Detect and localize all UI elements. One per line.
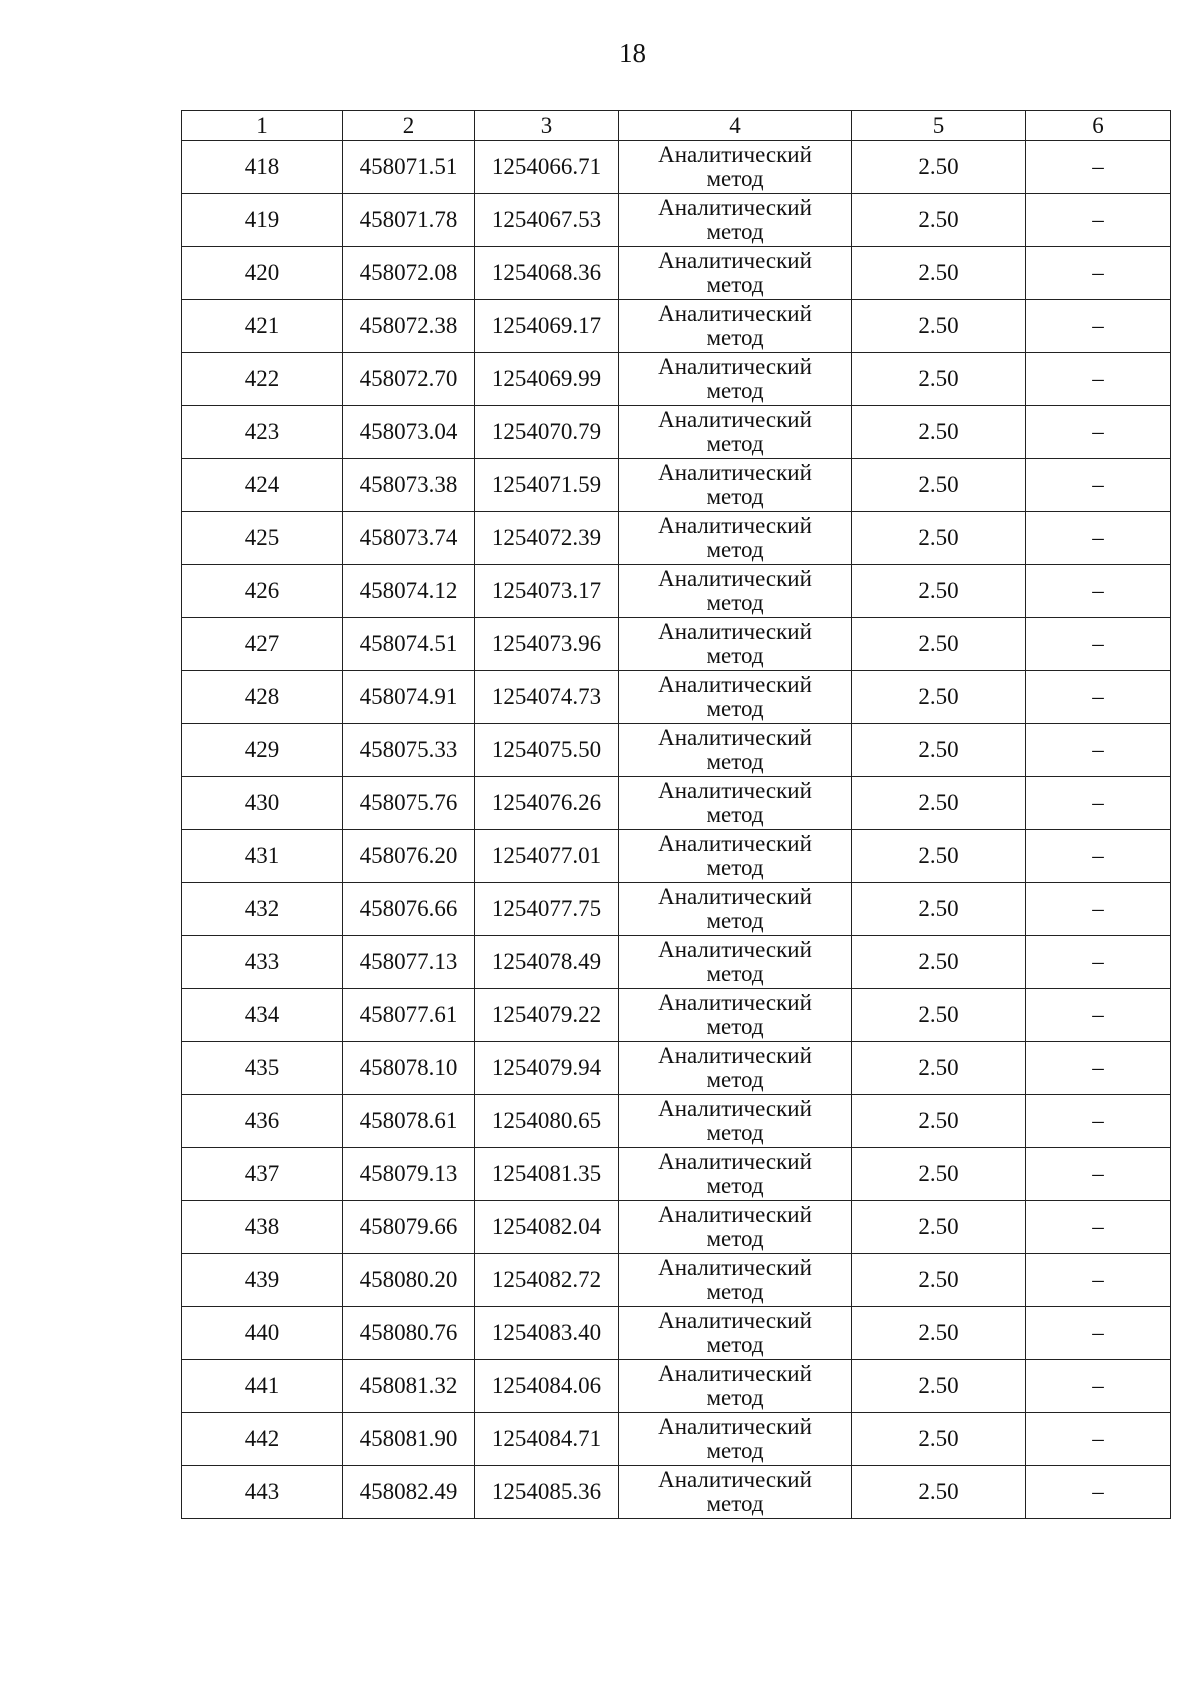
note-cell: – xyxy=(1026,671,1171,724)
table-row xyxy=(182,194,1171,247)
note-cell: – xyxy=(1026,1042,1171,1095)
table-row xyxy=(182,565,1171,618)
point-number-cell: 437 xyxy=(182,1148,343,1201)
x-coordinate-cell: 458073.38 xyxy=(343,459,475,512)
y-coordinate-cell: 1254079.22 xyxy=(475,989,619,1042)
method-line-2: метод xyxy=(706,802,764,827)
x-coordinate-cell: 458075.33 xyxy=(343,724,475,777)
note-cell: – xyxy=(1026,1360,1171,1413)
point-number-cell: 439 xyxy=(182,1254,343,1307)
x-coordinate-cell: 458079.13 xyxy=(343,1148,475,1201)
note-cell: – xyxy=(1026,353,1171,406)
method-line-2: метод xyxy=(706,1438,764,1463)
method-line-1: Аналитический xyxy=(658,884,812,909)
method-line-2: метод xyxy=(706,1120,764,1145)
method-line-1: Аналитический xyxy=(658,990,812,1015)
note-cell: – xyxy=(1026,936,1171,989)
point-number-cell: 433 xyxy=(182,936,343,989)
x-coordinate-cell: 458071.78 xyxy=(343,194,475,247)
x-coordinate-cell: 458076.20 xyxy=(343,830,475,883)
point-number-cell: 434 xyxy=(182,989,343,1042)
method-line-1: Аналитический xyxy=(658,1414,812,1439)
method-line-2: метод xyxy=(706,908,764,933)
method-cell xyxy=(619,247,852,300)
method-line-1: Аналитический xyxy=(658,1043,812,1068)
method-line-1: Аналитический xyxy=(658,1308,812,1333)
table-row xyxy=(182,1413,1171,1466)
note-cell: – xyxy=(1026,1466,1171,1519)
method-cell xyxy=(619,830,852,883)
note-cell: – xyxy=(1026,141,1171,194)
y-coordinate-cell: 1254075.50 xyxy=(475,724,619,777)
note-cell: – xyxy=(1026,1413,1171,1466)
point-number-cell: 431 xyxy=(182,830,343,883)
method-line-1: Аналитический xyxy=(658,831,812,856)
note-cell: – xyxy=(1026,300,1171,353)
method-cell xyxy=(619,1307,852,1360)
method-line-1: Аналитический xyxy=(658,1361,812,1386)
point-number-cell: 421 xyxy=(182,300,343,353)
accuracy-cell: 2.50 xyxy=(852,1254,1026,1307)
method-line-2: метод xyxy=(706,696,764,721)
method-line-1: Аналитический xyxy=(658,301,812,326)
method-line-1: Аналитический xyxy=(658,354,812,379)
method-line-2: метод xyxy=(706,643,764,668)
table-row xyxy=(182,1042,1171,1095)
method-line-1: Аналитический xyxy=(658,725,812,750)
method-cell xyxy=(619,1148,852,1201)
note-cell: – xyxy=(1026,406,1171,459)
method-line-2: метод xyxy=(706,1067,764,1092)
table-row xyxy=(182,1254,1171,1307)
note-cell: – xyxy=(1026,459,1171,512)
method-line-1: Аналитический xyxy=(658,1467,812,1492)
y-coordinate-cell: 1254077.75 xyxy=(475,883,619,936)
method-line-1: Аналитический xyxy=(658,672,812,697)
table-row xyxy=(182,406,1171,459)
method-cell xyxy=(619,1466,852,1519)
x-coordinate-cell: 458071.51 xyxy=(343,141,475,194)
column-header: 4 xyxy=(619,111,852,141)
method-line-2: метод xyxy=(706,272,764,297)
accuracy-cell: 2.50 xyxy=(852,777,1026,830)
method-line-2: метод xyxy=(706,325,764,350)
method-cell xyxy=(619,565,852,618)
point-number-cell: 426 xyxy=(182,565,343,618)
x-coordinate-cell: 458080.76 xyxy=(343,1307,475,1360)
note-cell: – xyxy=(1026,777,1171,830)
x-coordinate-cell: 458081.32 xyxy=(343,1360,475,1413)
accuracy-cell: 2.50 xyxy=(852,1307,1026,1360)
note-cell: – xyxy=(1026,989,1171,1042)
y-coordinate-cell: 1254073.96 xyxy=(475,618,619,671)
column-number-row xyxy=(182,111,1171,141)
table-row xyxy=(182,1095,1171,1148)
method-line-2: метод xyxy=(706,590,764,615)
accuracy-cell: 2.50 xyxy=(852,1360,1026,1413)
column-header: 1 xyxy=(182,111,343,141)
y-coordinate-cell: 1254074.73 xyxy=(475,671,619,724)
method-line-2: метод xyxy=(706,1385,764,1410)
accuracy-cell: 2.50 xyxy=(852,618,1026,671)
accuracy-cell: 2.50 xyxy=(852,194,1026,247)
column-header: 6 xyxy=(1026,111,1171,141)
method-line-1: Аналитический xyxy=(658,619,812,644)
coordinates-table xyxy=(181,110,1171,1519)
accuracy-cell: 2.50 xyxy=(852,1413,1026,1466)
point-number-cell: 423 xyxy=(182,406,343,459)
table-row xyxy=(182,1148,1171,1201)
point-number-cell: 418 xyxy=(182,141,343,194)
point-number-cell: 435 xyxy=(182,1042,343,1095)
method-cell xyxy=(619,1413,852,1466)
y-coordinate-cell: 1254069.17 xyxy=(475,300,619,353)
point-number-cell: 425 xyxy=(182,512,343,565)
x-coordinate-cell: 458081.90 xyxy=(343,1413,475,1466)
accuracy-cell: 2.50 xyxy=(852,936,1026,989)
method-cell xyxy=(619,724,852,777)
table-row xyxy=(182,777,1171,830)
point-number-cell: 440 xyxy=(182,1307,343,1360)
accuracy-cell: 2.50 xyxy=(852,1042,1026,1095)
method-line-1: Аналитический xyxy=(658,513,812,538)
note-cell: – xyxy=(1026,618,1171,671)
method-cell xyxy=(619,1042,852,1095)
y-coordinate-cell: 1254081.35 xyxy=(475,1148,619,1201)
y-coordinate-cell: 1254084.71 xyxy=(475,1413,619,1466)
y-coordinate-cell: 1254072.39 xyxy=(475,512,619,565)
x-coordinate-cell: 458078.61 xyxy=(343,1095,475,1148)
y-coordinate-cell: 1254076.26 xyxy=(475,777,619,830)
accuracy-cell: 2.50 xyxy=(852,830,1026,883)
method-line-2: метод xyxy=(706,1491,764,1516)
accuracy-cell: 2.50 xyxy=(852,671,1026,724)
accuracy-cell: 2.50 xyxy=(852,1095,1026,1148)
x-coordinate-cell: 458074.51 xyxy=(343,618,475,671)
x-coordinate-cell: 458074.12 xyxy=(343,565,475,618)
y-coordinate-cell: 1254077.01 xyxy=(475,830,619,883)
point-number-cell: 428 xyxy=(182,671,343,724)
method-cell xyxy=(619,671,852,724)
accuracy-cell: 2.50 xyxy=(852,512,1026,565)
note-cell: – xyxy=(1026,1201,1171,1254)
method-line-1: Аналитический xyxy=(658,460,812,485)
method-line-2: метод xyxy=(706,484,764,509)
x-coordinate-cell: 458079.66 xyxy=(343,1201,475,1254)
table-row xyxy=(182,300,1171,353)
table-row xyxy=(182,1360,1171,1413)
method-cell xyxy=(619,353,852,406)
accuracy-cell: 2.50 xyxy=(852,1201,1026,1254)
method-cell xyxy=(619,1360,852,1413)
x-coordinate-cell: 458077.13 xyxy=(343,936,475,989)
x-coordinate-cell: 458074.91 xyxy=(343,671,475,724)
method-line-2: метод xyxy=(706,1173,764,1198)
point-number-cell: 441 xyxy=(182,1360,343,1413)
accuracy-cell: 2.50 xyxy=(852,1466,1026,1519)
accuracy-cell: 2.50 xyxy=(852,565,1026,618)
x-coordinate-cell: 458073.04 xyxy=(343,406,475,459)
page-number: 18 xyxy=(619,38,646,68)
method-line-2: метод xyxy=(706,961,764,986)
x-coordinate-cell: 458076.66 xyxy=(343,883,475,936)
point-number-cell: 424 xyxy=(182,459,343,512)
method-cell xyxy=(619,194,852,247)
note-cell: – xyxy=(1026,1307,1171,1360)
method-line-1: Аналитический xyxy=(658,142,812,167)
table-row xyxy=(182,1466,1171,1519)
method-line-2: метод xyxy=(706,1332,764,1357)
y-coordinate-cell: 1254078.49 xyxy=(475,936,619,989)
method-cell xyxy=(619,1254,852,1307)
point-number-cell: 430 xyxy=(182,777,343,830)
method-cell xyxy=(619,1095,852,1148)
table-row xyxy=(182,141,1171,194)
note-cell: – xyxy=(1026,194,1171,247)
table-row xyxy=(182,883,1171,936)
note-cell: – xyxy=(1026,1148,1171,1201)
x-coordinate-cell: 458072.38 xyxy=(343,300,475,353)
point-number-cell: 438 xyxy=(182,1201,343,1254)
method-line-1: Аналитический xyxy=(658,195,812,220)
accuracy-cell: 2.50 xyxy=(852,459,1026,512)
table-row xyxy=(182,512,1171,565)
method-cell xyxy=(619,406,852,459)
point-number-cell: 427 xyxy=(182,618,343,671)
table-row xyxy=(182,671,1171,724)
method-cell xyxy=(619,989,852,1042)
method-cell xyxy=(619,1201,852,1254)
method-line-1: Аналитический xyxy=(658,1149,812,1174)
table-row xyxy=(182,724,1171,777)
y-coordinate-cell: 1254084.06 xyxy=(475,1360,619,1413)
note-cell: – xyxy=(1026,1095,1171,1148)
accuracy-cell: 2.50 xyxy=(852,247,1026,300)
y-coordinate-cell: 1254080.65 xyxy=(475,1095,619,1148)
method-line-2: метод xyxy=(706,431,764,456)
method-cell xyxy=(619,141,852,194)
point-number-cell: 422 xyxy=(182,353,343,406)
x-coordinate-cell: 458080.20 xyxy=(343,1254,475,1307)
method-line-1: Аналитический xyxy=(658,1202,812,1227)
method-line-2: метод xyxy=(706,1226,764,1251)
method-cell xyxy=(619,883,852,936)
table-row xyxy=(182,989,1171,1042)
table-row xyxy=(182,618,1171,671)
method-line-1: Аналитический xyxy=(658,937,812,962)
method-cell xyxy=(619,459,852,512)
table-row xyxy=(182,936,1171,989)
y-coordinate-cell: 1254073.17 xyxy=(475,565,619,618)
point-number-cell: 420 xyxy=(182,247,343,300)
y-coordinate-cell: 1254066.71 xyxy=(475,141,619,194)
method-cell xyxy=(619,618,852,671)
x-coordinate-cell: 458073.74 xyxy=(343,512,475,565)
accuracy-cell: 2.50 xyxy=(852,406,1026,459)
y-coordinate-cell: 1254085.36 xyxy=(475,1466,619,1519)
method-line-2: метод xyxy=(706,855,764,880)
method-line-1: Аналитический xyxy=(658,566,812,591)
table-row xyxy=(182,353,1171,406)
point-number-cell: 443 xyxy=(182,1466,343,1519)
x-coordinate-cell: 458082.49 xyxy=(343,1466,475,1519)
y-coordinate-cell: 1254082.04 xyxy=(475,1201,619,1254)
x-coordinate-cell: 458072.08 xyxy=(343,247,475,300)
table-row xyxy=(182,1201,1171,1254)
note-cell: – xyxy=(1026,565,1171,618)
note-cell: – xyxy=(1026,247,1171,300)
column-header: 2 xyxy=(343,111,475,141)
method-cell xyxy=(619,777,852,830)
accuracy-cell: 2.50 xyxy=(852,724,1026,777)
method-line-1: Аналитический xyxy=(658,248,812,273)
note-cell: – xyxy=(1026,830,1171,883)
table-row xyxy=(182,830,1171,883)
note-cell: – xyxy=(1026,724,1171,777)
method-cell xyxy=(619,936,852,989)
accuracy-cell: 2.50 xyxy=(852,989,1026,1042)
method-line-1: Аналитический xyxy=(658,1255,812,1280)
method-line-2: метод xyxy=(706,166,764,191)
method-cell xyxy=(619,512,852,565)
method-line-2: метод xyxy=(706,219,764,244)
note-cell: – xyxy=(1026,883,1171,936)
y-coordinate-cell: 1254067.53 xyxy=(475,194,619,247)
method-line-2: метод xyxy=(706,1279,764,1304)
method-line-1: Аналитический xyxy=(658,1096,812,1121)
point-number-cell: 429 xyxy=(182,724,343,777)
x-coordinate-cell: 458077.61 xyxy=(343,989,475,1042)
x-coordinate-cell: 458072.70 xyxy=(343,353,475,406)
point-number-cell: 436 xyxy=(182,1095,343,1148)
x-coordinate-cell: 458078.10 xyxy=(343,1042,475,1095)
y-coordinate-cell: 1254079.94 xyxy=(475,1042,619,1095)
accuracy-cell: 2.50 xyxy=(852,141,1026,194)
y-coordinate-cell: 1254070.79 xyxy=(475,406,619,459)
accuracy-cell: 2.50 xyxy=(852,353,1026,406)
method-line-1: Аналитический xyxy=(658,407,812,432)
accuracy-cell: 2.50 xyxy=(852,1148,1026,1201)
accuracy-cell: 2.50 xyxy=(852,300,1026,353)
accuracy-cell: 2.50 xyxy=(852,883,1026,936)
y-coordinate-cell: 1254069.99 xyxy=(475,353,619,406)
table-row xyxy=(182,1307,1171,1360)
point-number-cell: 419 xyxy=(182,194,343,247)
note-cell: – xyxy=(1026,512,1171,565)
method-line-1: Аналитический xyxy=(658,778,812,803)
note-cell: – xyxy=(1026,1254,1171,1307)
table-row xyxy=(182,247,1171,300)
method-line-2: метод xyxy=(706,378,764,403)
y-coordinate-cell: 1254083.40 xyxy=(475,1307,619,1360)
method-line-2: метод xyxy=(706,1014,764,1039)
table-row xyxy=(182,459,1171,512)
y-coordinate-cell: 1254082.72 xyxy=(475,1254,619,1307)
method-cell xyxy=(619,300,852,353)
x-coordinate-cell: 458075.76 xyxy=(343,777,475,830)
point-number-cell: 442 xyxy=(182,1413,343,1466)
point-number-cell: 432 xyxy=(182,883,343,936)
y-coordinate-cell: 1254071.59 xyxy=(475,459,619,512)
method-line-2: метод xyxy=(706,537,764,562)
column-header: 5 xyxy=(852,111,1026,141)
y-coordinate-cell: 1254068.36 xyxy=(475,247,619,300)
method-line-2: метод xyxy=(706,749,764,774)
column-header: 3 xyxy=(475,111,619,141)
